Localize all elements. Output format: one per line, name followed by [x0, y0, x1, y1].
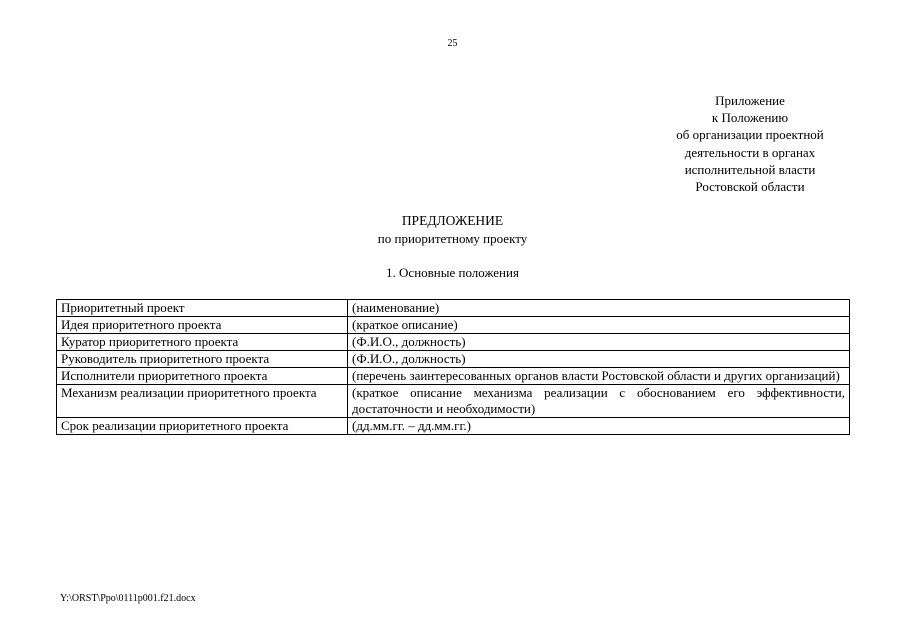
table-row — [57, 334, 850, 351]
page-number: 25 — [447, 38, 458, 49]
document-title: ПРЕДЛОЖЕНИЕ — [401, 213, 504, 228]
table-row — [57, 317, 850, 334]
table-cell-value: (краткое описание) — [348, 317, 850, 334]
appendix-line: Приложение — [715, 93, 785, 108]
table-cell-value: (краткое описание механизма реализации с обоснованием его эффективности, достаточности и необходимости) — [348, 385, 850, 418]
table-cell-label: Срок реализации приоритетного проекта — [57, 418, 348, 435]
table-cell-value: (Ф.И.О., должность) — [348, 334, 850, 351]
table-cell-value: (дд.мм.гг. – дд.мм.гг.) — [348, 418, 850, 435]
table-cell-label: Руководитель приоритетного проекта — [57, 351, 348, 368]
table-cell-label: Куратор приоритетного проекта — [57, 334, 348, 351]
table-cell-label: Приоритетный проект — [57, 300, 348, 317]
appendix-line: исполнительной власти — [684, 161, 816, 177]
table-cell-value: (перечень заинтересованных органов власти Ростовской области и других организаций) — [348, 368, 850, 385]
appendix-line: деятельности в органах — [684, 144, 816, 160]
table-cell-value: (наименование) — [348, 300, 850, 317]
appendix-line: к Положению — [711, 110, 789, 126]
main-positions-table — [56, 299, 850, 435]
table-row — [57, 300, 850, 317]
appendix-block — [640, 92, 860, 195]
table-cell-label: Идея приоритетного проекта — [57, 317, 348, 334]
table-cell-value: (Ф.И.О., должность) — [348, 351, 850, 368]
footer-file-path: Y:\ORST\Ppo\0111p001.f21.docx — [60, 593, 196, 604]
document-title-block — [0, 212, 905, 247]
table-row — [57, 368, 850, 385]
table-row — [57, 385, 850, 418]
table-row — [57, 418, 850, 435]
document-subtitle: по приоритетному проекту — [377, 231, 528, 246]
table-row — [57, 351, 850, 368]
table-cell-label: Исполнители приоритетного проекта — [57, 368, 348, 385]
section-heading: 1. Основные положения — [386, 265, 519, 280]
table-cell-label: Механизм реализации приоритетного проекта — [57, 385, 348, 418]
appendix-line: об организации проектной — [676, 127, 824, 143]
appendix-line: Ростовской области — [695, 179, 805, 195]
